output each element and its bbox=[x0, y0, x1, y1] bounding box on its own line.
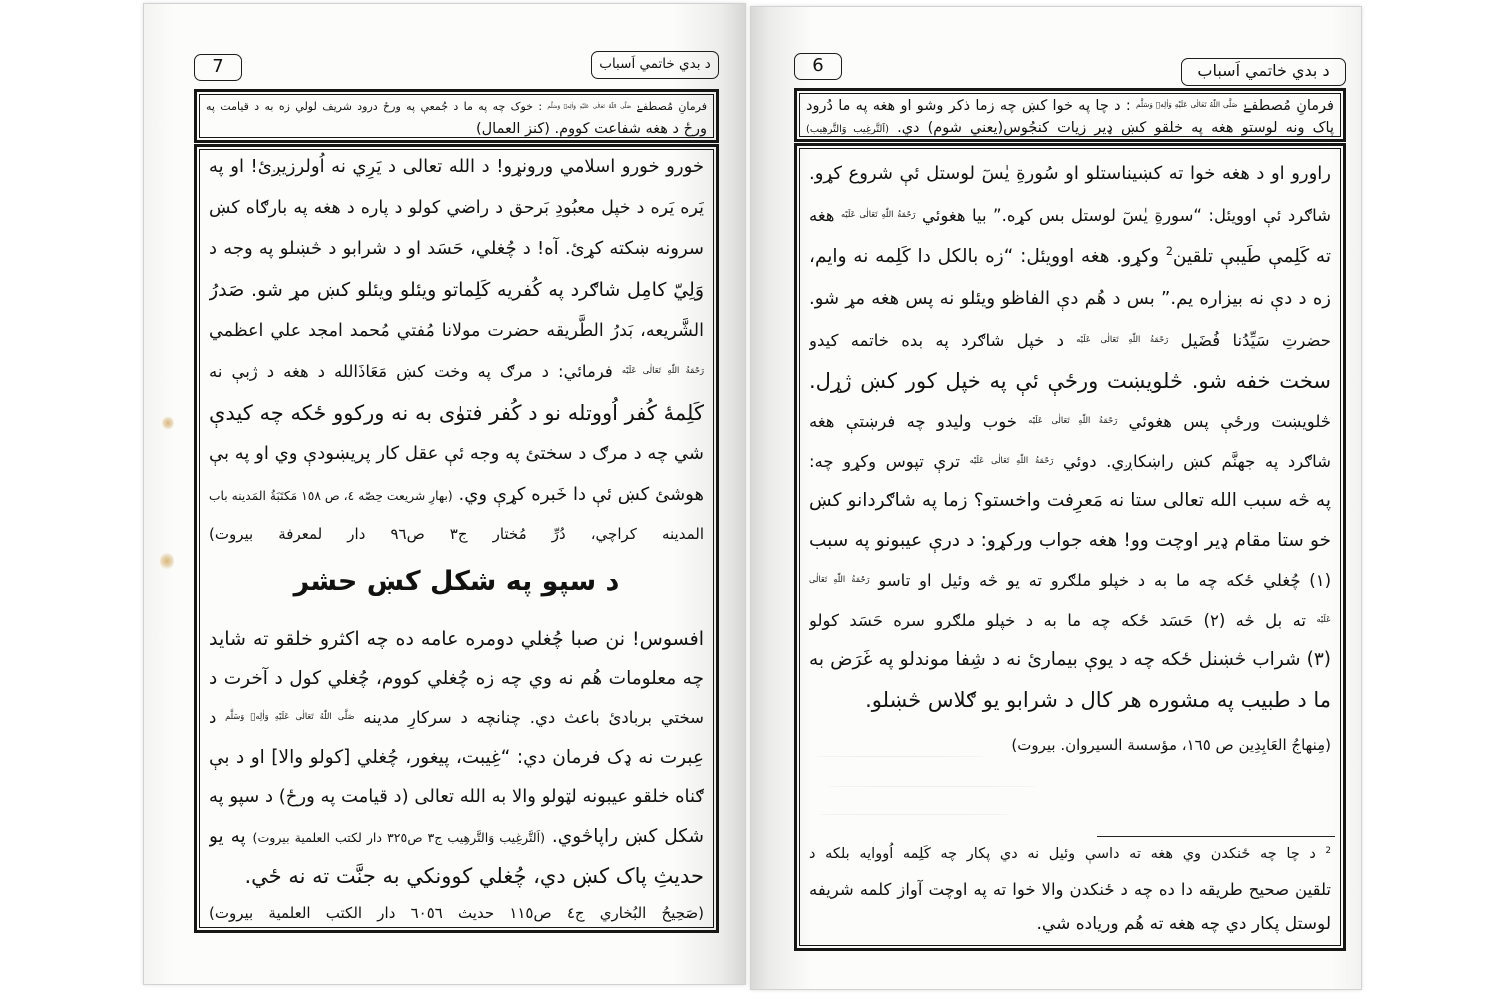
text-line bbox=[809, 323, 1331, 359]
citation-line bbox=[809, 727, 1331, 763]
text-line bbox=[209, 313, 704, 349]
bleed-through-marks bbox=[827, 786, 1037, 787]
line-text: ګناه خلقو عيبونه لټولو والا به الله تعالی (د قيامت په ورځ) د سپو په bbox=[209, 786, 704, 807]
honorific-ligature: عَلَيْه bbox=[1316, 614, 1331, 625]
text-line bbox=[809, 603, 1331, 639]
text-line bbox=[209, 190, 704, 226]
running-title-text: د بدي خاتمي اَسباب bbox=[1197, 61, 1330, 80]
hadith-text: پاک ونه لوستو هغه په خلقو کښ ډير زيات کنجُوس(يعني شوم) دي. bbox=[897, 120, 1334, 136]
honorific-ligature: رَحْمَةُ اللّٰهِ تَعَالٰى bbox=[809, 574, 870, 585]
line-text: يَره يَره د خپل معبُودِ بَرحق د راضي کولو د پاره د هغه په بارګاه کښ bbox=[209, 198, 704, 218]
footnote-text: لوستل پکار دي چه هغه ته هُم ورياده شي. bbox=[1036, 914, 1331, 934]
text-line bbox=[809, 156, 1331, 192]
line-text: شکل کښ راپاڅوي. bbox=[551, 826, 704, 847]
line-text: الشَّريعه، بَدرُ الطَّريقه حضرت مولانا مُفتي مُحمد امجد علي اعظمي bbox=[209, 321, 704, 341]
citation-text: (اَلتَّرغِيب وَالتَّرهِيب) bbox=[806, 124, 889, 135]
text-line bbox=[209, 700, 704, 736]
page-number bbox=[194, 54, 242, 81]
text-line bbox=[809, 523, 1331, 559]
text-line bbox=[809, 642, 1331, 678]
text-line bbox=[209, 858, 704, 894]
line-text: حديثِ پاک کښ دي، چُغلي کوونکي به جنَّت ته نه ځي. bbox=[244, 864, 704, 888]
line-text: فرمائي: د مرګ په وخت کښ مَعَاذَالله د هغه د ژبې نه bbox=[209, 362, 613, 381]
text-line bbox=[809, 483, 1331, 519]
text-line bbox=[209, 779, 704, 815]
line-text: ما د طبيب په مشوره هر کال د شرابو يو ګلاس څښلو. bbox=[865, 688, 1331, 712]
page-number bbox=[794, 53, 842, 80]
text-line bbox=[809, 404, 1331, 440]
text-line bbox=[209, 621, 704, 657]
line-text: هوشئ کښ ئې دا خَبره کړې وي. bbox=[458, 484, 704, 505]
line-text: (٣) شراب څښنل ځکه چه د يوې بيمارئ نه د شِفا موندلو په غَرَض به bbox=[809, 649, 1331, 670]
paper-stain bbox=[162, 416, 174, 430]
line-text: سرونه ښکته کړئ. آه! د چُغلي، حَسَد او د شرابو د څښلو په وجه د bbox=[209, 238, 704, 259]
right-page bbox=[750, 6, 1362, 990]
honorific-ligature: رَحْمَةُ اللّٰهِ تَعَالٰى عَلَيْه bbox=[840, 209, 916, 220]
text-line bbox=[209, 231, 704, 267]
citation-text: (اَلتَّرغِيب وَالتَّرهِيب ج٣ ص٣٢٥ دار لکتب العلمية بيروت) bbox=[252, 830, 545, 845]
footnote-line bbox=[809, 908, 1331, 940]
honorific-ligature: رَحْمَةُ اللّٰهِ تَعَالٰى عَلَيْه bbox=[1076, 334, 1169, 345]
citation-text: (بهارِ شريعت حِصّه ٤، ص ١٥٨ مَکتَبَةُ المَدينه باب bbox=[209, 489, 453, 503]
bleed-through-marks bbox=[819, 814, 1009, 815]
hadith-text: : د چا په خوا کښ چه زما ذکر وشو او هغه په ما دُرود bbox=[806, 98, 1131, 114]
citation-line bbox=[209, 516, 704, 552]
honorific-ligature: صَلَّى اللّٰهُ تَعَالٰى عَلَيْهِ وَاٰلِهٖ وَسَلَّم bbox=[225, 711, 355, 722]
citation-line bbox=[209, 895, 704, 931]
line-text: خورو خورو اسلامي ورونړو! د الله تعالی د يَرِي نه اُولرزيږئ! او په bbox=[209, 156, 704, 177]
line-text: د خپل شاګرد په بده خاتمه کيدو bbox=[809, 331, 1064, 350]
line-text: شي چه د مرګ د سختئ په وجه ئې عقل کار پريښودې وي او په بې bbox=[209, 443, 704, 464]
heading-text: د سپو په شکل کښ حشر bbox=[293, 566, 620, 597]
line-text: خوب وليدو چه فرښتې هغه bbox=[809, 412, 1018, 431]
hadith-prefix: فرمانِ مُصطفےٰ bbox=[636, 100, 707, 113]
main-text-frame bbox=[194, 144, 719, 933]
running-title bbox=[591, 51, 719, 79]
footnote-marker: 2 bbox=[1325, 845, 1331, 856]
line-text: افسوس! نن صبا چُغلي دومره عامه ده چه اکثرو خلقو ته شايد bbox=[209, 628, 704, 650]
text-line bbox=[209, 436, 704, 472]
text-line bbox=[209, 149, 704, 185]
section-heading bbox=[209, 562, 704, 602]
page-number-text: 6 bbox=[812, 55, 824, 76]
honorific-ligature: صَلَّى اللّٰهُ تَعَالٰى عَلَيْهِ وَاٰلِهٖ وَسَلَّم bbox=[547, 103, 632, 110]
bleed-through-marks bbox=[815, 756, 985, 757]
honorific-ligature: صَلَّى اللّٰهُ تَعَالٰى عَلَيْهِ وَاٰلِهٖ وَسَلَّم bbox=[1136, 99, 1238, 109]
text-line bbox=[809, 682, 1331, 718]
running-title-text: د بدي خاتمي اَسباب bbox=[599, 56, 711, 72]
footnote-text: تلقين صحيح طريقه دا ده چه د ځنکدن والا خوا ته په اوچت آواز کلمه شريفه bbox=[809, 880, 1331, 899]
text-line bbox=[809, 281, 1331, 317]
citation-text: (مِنهاجُ العَابِدِين ص ١٦٥، مؤسسة السيروان. بيروت) bbox=[1011, 736, 1331, 754]
hadith-line bbox=[206, 95, 707, 119]
hadith-text: ورځ د هغه شفاعت کووم. (کنز العمال) bbox=[475, 121, 707, 137]
honorific-ligature: رَحْمَةُ اللّٰهِ تَعَالٰى عَلَيْه bbox=[621, 365, 704, 376]
hadith-text: : خوک چه په ما د جُمعې په ورځ درود شريف لولي زه به د قيامت په bbox=[206, 100, 543, 113]
hadith-line bbox=[206, 117, 707, 141]
line-text: ته بل څه (٢) حَسَد ځکه چه ما به د خپلو ملګرو سره حَسَد کولو bbox=[809, 611, 1307, 630]
hadith-prefix: فرمانِ مُصطفےٰ bbox=[1242, 98, 1334, 114]
line-text: عِبرت نه ډک فرمان دي: “غِيبت، پيغور، چُغلي [کولو والا] او د بې bbox=[209, 747, 704, 768]
footnote-line bbox=[809, 874, 1331, 906]
line-text: حضرتِ سَيِّدُنا فُضَيل bbox=[1180, 331, 1331, 350]
text-line bbox=[209, 661, 704, 697]
footnote-rule bbox=[1097, 836, 1335, 837]
line-text: وکړو. هغه اوويئل: “زه بالکل دا کَلِمه نه وايم، bbox=[809, 246, 1160, 267]
line-text: څلويښت ورځې پس هغوئي bbox=[1128, 412, 1331, 431]
line-text: سختي بربادئ باعث دي. چنانچه د سرکارِ مدينه bbox=[363, 708, 704, 727]
line-text: شاګرد په جهنَّم کښ راښکاږي. دوئي bbox=[1062, 452, 1331, 471]
hadith-line bbox=[806, 116, 1334, 140]
line-text: کَلِمهٔ کُفر اُووتله نو د کُفر فتوٰی به نه ورکوو ځکه چه کيدې bbox=[209, 401, 704, 425]
text-line bbox=[209, 819, 704, 855]
page-number-text: 7 bbox=[212, 56, 224, 77]
text-line bbox=[809, 198, 1331, 234]
running-title bbox=[1181, 58, 1346, 86]
line-text: په څه سبب الله تعالی ستا نه مَعرِفت واخستو؟ زما په شاګردانو کښ bbox=[809, 490, 1331, 511]
text-line bbox=[209, 740, 704, 776]
line-text: سخت خفه شو. څلويښت ورځې ئې په خپل کور کښ ژړل. bbox=[809, 369, 1331, 393]
text-line bbox=[809, 563, 1331, 599]
honorific-ligature: رَحْمَةُ اللّٰهِ تَعَالٰى عَلَيْه bbox=[969, 455, 1054, 466]
line-text: د bbox=[209, 708, 217, 727]
citation-text: المدينه کراچي، دُرِّ مُختار ج٣ ص٩٦ دار لمعرفة بيروت) bbox=[209, 525, 704, 543]
hadith-box bbox=[794, 88, 1346, 142]
line-text: (١) چُغلي ځکه چه ما به د خپلو ملګرو ته يو څه وئيل او تاسو bbox=[878, 571, 1331, 590]
line-text: چه معلومات هُم نه وي چه زه چُغلي کووم، چُغلي کول د آخرت د bbox=[209, 668, 704, 689]
hadith-line bbox=[806, 94, 1334, 118]
line-text: وَلِيّ کامِل شاګرد په کُفريه کَلِماتو ويئلو ويئلو کښ مړ شو. صَدرُ bbox=[209, 279, 704, 301]
text-line bbox=[809, 363, 1331, 399]
text-line bbox=[809, 239, 1331, 275]
line-text: خو ستا مقام ډير اوچت وو! هغه جواب ورکړو: د درې عيبونو په سبب bbox=[809, 530, 1331, 551]
citation-text: (صَحِيحُ البُخاري ج٤ ص١١٥ حديث ٦٠٥٦ دار الکتب العلمية بيروت) bbox=[209, 904, 704, 922]
line-text: زه د دې نه بيزاره يم.” بس د هُم دې الفاظو ويئلو نه پس هغه مړ شو. bbox=[809, 288, 1331, 309]
line-text: ترې تپوس وکړو چه: bbox=[809, 452, 961, 471]
footnote-text: د چا چه ځنکدن وي هغه ته داسې وئيل نه دي پکار چه کَلِمه اُووايه بلکه د bbox=[809, 846, 1316, 862]
text-line bbox=[209, 477, 704, 513]
line-text: شاګرد ئې اوويئل: “سورةِ يٰسٓ لوستل بس کړه.” بيا هغوئي bbox=[921, 206, 1331, 225]
footnote-marker: 2 bbox=[1165, 245, 1173, 259]
text-line bbox=[209, 354, 704, 390]
honorific-ligature: رَحْمَةُ اللّٰهِ تَعَالٰى عَلَيْه bbox=[1028, 415, 1118, 426]
line-text: په يو bbox=[209, 826, 246, 847]
text-line bbox=[209, 395, 704, 431]
text-line bbox=[809, 444, 1331, 480]
line-text: ته کَلِمې طَيبې تلقين bbox=[1172, 246, 1331, 267]
line-text: هغه bbox=[809, 206, 835, 225]
footnote-line bbox=[809, 838, 1331, 870]
paper-stain bbox=[160, 552, 174, 570]
hadith-box bbox=[194, 89, 719, 143]
line-text: راورو او د هغه خوا ته کښيناستلو او سُورةِ يٰسٓ لوستل ئې شروع کړو. bbox=[809, 163, 1331, 184]
text-line bbox=[209, 272, 704, 308]
left-page bbox=[143, 3, 746, 985]
main-text-frame bbox=[794, 143, 1346, 951]
